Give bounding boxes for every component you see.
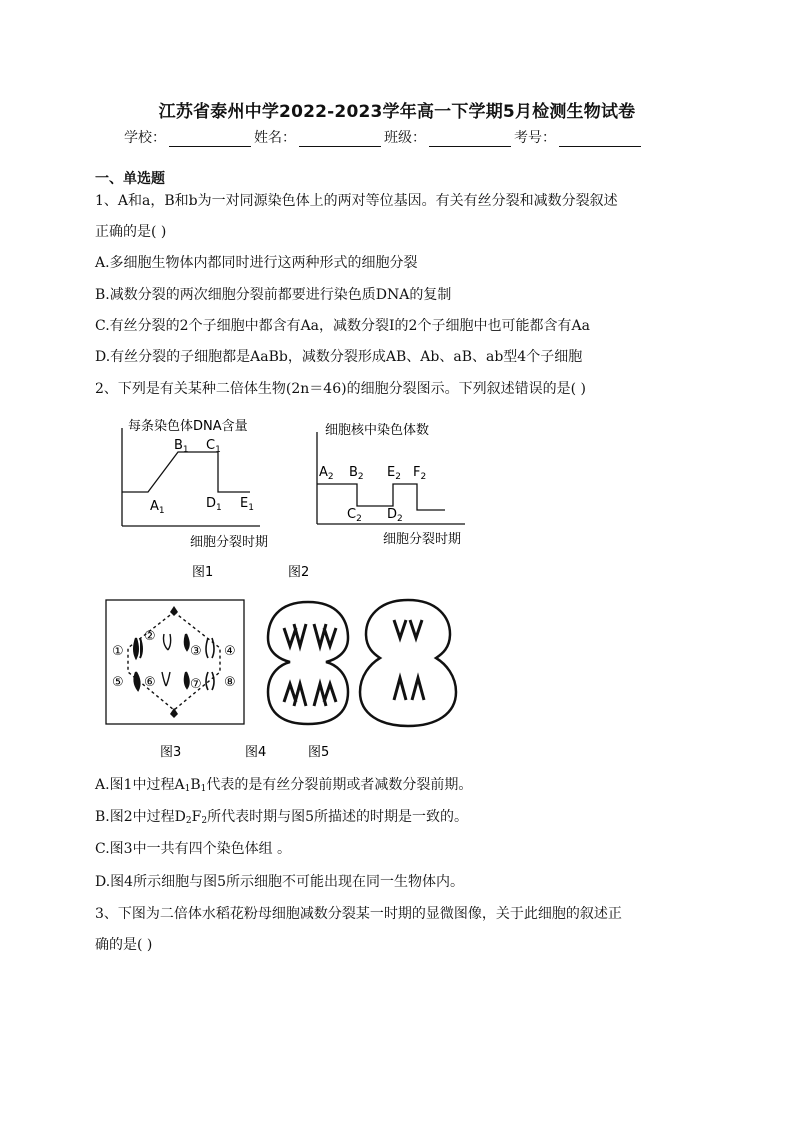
fig4-chromosomes-top [284, 624, 336, 646]
fig2-label-e: $E_2$ [387, 465, 401, 482]
name-label: 姓名： [254, 130, 296, 146]
fig3-chromosome-2 [164, 634, 171, 650]
fig4-caption: 图4 [245, 745, 267, 760]
fig3-label-3: ③ [190, 644, 202, 659]
fig3-chromosome-3 [185, 634, 189, 650]
fig1-ylabel: 每条染色体DNA含量 [128, 419, 248, 434]
fig3-label-4: ④ [224, 644, 236, 659]
exam-title: 江苏省泰州中学2022-2023学年高一下学期5月检测生物试卷 [158, 102, 636, 122]
figure-2 [288, 410, 485, 580]
fig3-label-7: ⑦ [190, 677, 202, 692]
figure-4 [245, 598, 354, 766]
fig3-label-6: ⑥ [144, 675, 156, 690]
q1-option-b[interactable]: B.减数分裂的两次细胞分裂前都要进行染色质DNA的复制 [95, 287, 452, 303]
fig3-spindle [128, 612, 220, 710]
fig4-cell-outline [268, 602, 348, 724]
q1-option-d[interactable]: D.有丝分裂的子细胞都是AaBb，减数分裂形成AB、Ab、aB、ab型4个子细胞 [95, 349, 583, 365]
q1-option-a[interactable]: A.多细胞生物体内都同时进行这两种形式的细胞分裂 [95, 255, 418, 271]
q2-option-b[interactable]: B.图2中过程$D_2F_2$所代表时期与图5所描述的时期是一致的。 [95, 809, 468, 826]
fig1-label-d: $D_1$ [206, 496, 222, 513]
fig3-label-5: ⑤ [112, 675, 124, 690]
fig3-centriole-top [170, 606, 178, 616]
fig2-caption: 图2 [288, 565, 310, 580]
q2-option-d[interactable]: D.图4所示细胞与图5所示细胞不可能出现在同一生物体内。 [95, 874, 464, 890]
q2-option-a[interactable]: A.图1中过程$A_1B_1$代表的是有丝分裂前期或者减数分裂前期。 [95, 777, 473, 794]
fig5-caption: 图5 [308, 745, 330, 760]
name-blank[interactable] [299, 132, 381, 147]
q3-stem-line2: 确的是( ) [95, 937, 153, 953]
fig1-label-c: $C_1$ [206, 438, 221, 455]
q2-stem: 2、下列是有关某种二倍体生物(2n＝46)的细胞分裂图示。下列叙述错误的是( ) [95, 381, 586, 397]
fig4-chromosomes-bottom [284, 684, 336, 706]
fig1-caption: 图1 [192, 565, 214, 580]
fig3-chromosome-7 [185, 672, 189, 688]
fig3-chromosome-4 [206, 638, 214, 658]
q1-stem-line2: 正确的是( ) [95, 224, 167, 240]
fig3-centriole-bottom [170, 708, 178, 718]
fig3-caption: 图3 [160, 745, 182, 760]
fig1-label-b: $B_1$ [174, 438, 189, 455]
fig3-chromosome-8 [206, 672, 214, 690]
q1-option-c[interactable]: C.有丝分裂的2个子细胞中都含有Aa，减数分裂Ⅰ的2个子细胞中也可能都含有Aa [95, 318, 590, 334]
fig1-label-a: $A_1$ [150, 499, 165, 516]
fig2-ylabel: 细胞核中染色体数 [325, 423, 430, 438]
q2-option-c[interactable]: C.图3中一共有四个染色体组 。 [95, 841, 292, 857]
fig3-frame [106, 600, 244, 724]
fig5-chromosomes-bottom [394, 678, 424, 700]
q1-stem-line1: 1、A和a，B和b为一对同源染色体上的两对等位基因。有关有丝分裂和减数分裂叙述 [95, 193, 618, 209]
class-label: 班级： [384, 130, 426, 146]
class-blank[interactable] [429, 132, 511, 147]
fig3-label-8: ⑧ [224, 675, 236, 690]
school-label: 学校： [124, 130, 166, 146]
fig1-label-e: $E_1$ [240, 496, 254, 513]
fig1-curve [122, 452, 250, 492]
fig5-chromosomes-top [394, 620, 422, 638]
fig3-chromosome-6 [162, 672, 170, 686]
figure-5 [308, 598, 458, 766]
fig3-chromosome-5 [134, 672, 139, 690]
fig2-curve [317, 484, 445, 510]
fig1-xlabel: 细胞分裂时期 [190, 535, 269, 550]
figure-1 [110, 410, 280, 580]
fig2-label-d: $D_2$ [387, 507, 403, 524]
fig2-xlabel: 细胞分裂时期 [383, 532, 462, 547]
fig3-chromosome-1 [134, 638, 142, 658]
q3-stem-line1: 3、下图为二倍体水稻花粉母细胞减数分裂某一时期的显微图像，关于此细胞的叙述正 [95, 906, 622, 922]
fig2-label-f: $F_2$ [413, 465, 427, 482]
fig3-label-1: ① [112, 644, 124, 659]
fig2-label-b: $B_2$ [349, 465, 364, 482]
school-blank[interactable] [169, 132, 251, 147]
section-heading: 一、单选题 [95, 171, 165, 187]
fig3-label-2: ② [144, 629, 156, 644]
number-blank[interactable] [559, 132, 641, 147]
fig2-label-a: $A_2$ [319, 465, 334, 482]
figure-3 [104, 598, 246, 766]
student-info-line [124, 127, 644, 147]
number-label: 考号： [514, 130, 556, 146]
fig2-label-c: $C_2$ [347, 507, 362, 524]
fig5-cell-outline [360, 600, 456, 726]
